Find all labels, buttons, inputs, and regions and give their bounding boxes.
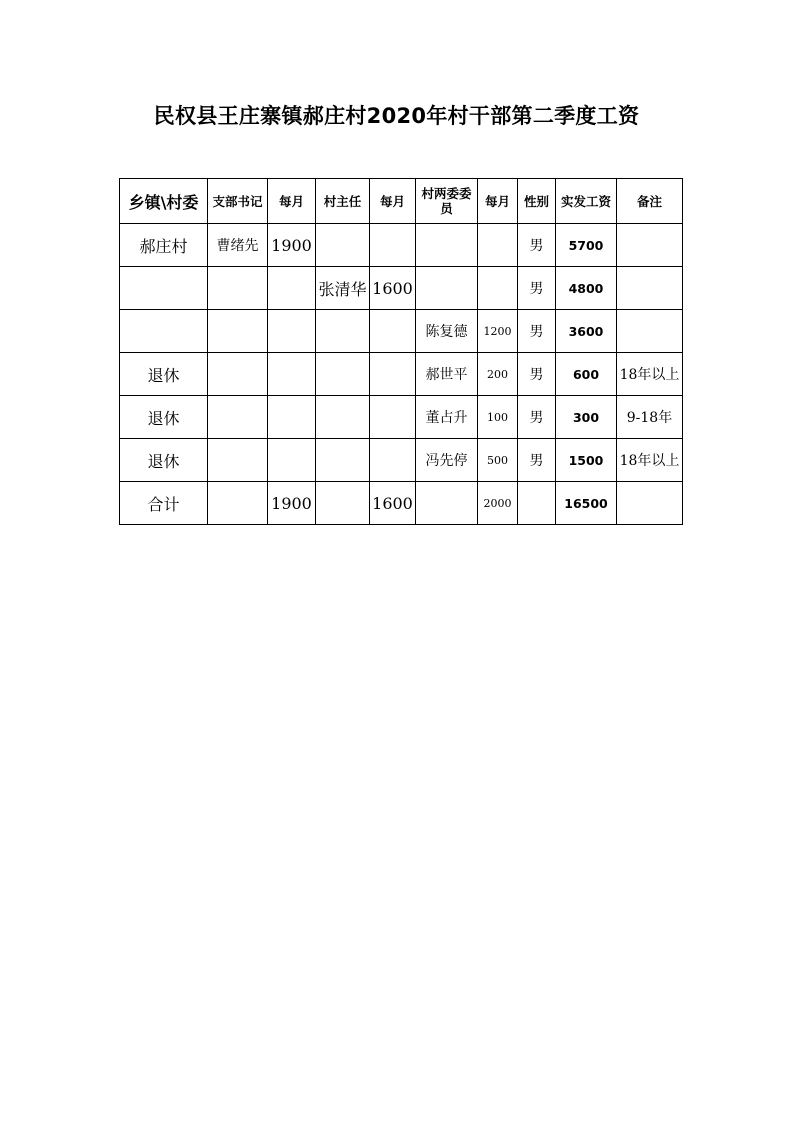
table-cell xyxy=(268,353,316,396)
table-row xyxy=(120,267,683,310)
table-cell xyxy=(316,439,370,482)
table-cell xyxy=(617,267,683,310)
table-cell: 董占升 xyxy=(416,396,478,439)
table-cell xyxy=(208,396,268,439)
table-cell xyxy=(518,482,556,525)
table-cell xyxy=(617,310,683,353)
table-cell: 1500 xyxy=(556,439,617,482)
table-cell xyxy=(268,267,316,310)
table-cell: 200 xyxy=(478,353,518,396)
table-cell xyxy=(208,439,268,482)
table-cell: 男 xyxy=(518,310,556,353)
table-cell: 曹绪先 xyxy=(208,224,268,267)
header-cell: 性别 xyxy=(518,179,556,224)
table-cell: 500 xyxy=(478,439,518,482)
header-cell: 每月 xyxy=(478,179,518,224)
table-cell: 1600 xyxy=(370,267,416,310)
table-cell xyxy=(478,224,518,267)
table-row xyxy=(120,310,683,353)
header-cell: 乡镇\村委 xyxy=(120,179,208,224)
table-cell xyxy=(416,267,478,310)
table-cell: 2000 xyxy=(478,482,518,525)
table-cell: 退休 xyxy=(120,353,208,396)
table-cell: 18年以上 xyxy=(617,439,683,482)
header-cell: 实发工资 xyxy=(556,179,617,224)
table-cell: 1900 xyxy=(268,224,316,267)
table-cell: 300 xyxy=(556,396,617,439)
table-cell xyxy=(208,310,268,353)
table-cell: 男 xyxy=(518,353,556,396)
table-cell: 陈复德 xyxy=(416,310,478,353)
header-cell: 备注 xyxy=(617,179,683,224)
table-cell: 5700 xyxy=(556,224,617,267)
table-cell xyxy=(316,353,370,396)
table-row xyxy=(120,396,683,439)
table-cell xyxy=(416,224,478,267)
table-cell xyxy=(208,482,268,525)
table-cell xyxy=(268,310,316,353)
table-cell xyxy=(316,396,370,439)
table-cell: 退休 xyxy=(120,439,208,482)
table-cell: 郝庄村 xyxy=(120,224,208,267)
table-cell xyxy=(120,310,208,353)
header-cell: 村两委委员 xyxy=(416,179,478,224)
table-cell: 冯先停 xyxy=(416,439,478,482)
table-cell: 1600 xyxy=(370,482,416,525)
total-row xyxy=(120,482,683,525)
page-title: 民权县王庄寨镇郝庄村2020年村干部第二季度工资 xyxy=(153,104,640,128)
table-cell: 男 xyxy=(518,267,556,310)
table-cell xyxy=(316,310,370,353)
table-cell xyxy=(617,224,683,267)
table-cell xyxy=(268,396,316,439)
table-cell xyxy=(370,396,416,439)
table-cell: 16500 xyxy=(556,482,617,525)
table-cell xyxy=(208,267,268,310)
table-cell xyxy=(370,439,416,482)
table-cell: 退休 xyxy=(120,396,208,439)
table-cell xyxy=(478,267,518,310)
table-cell: 100 xyxy=(478,396,518,439)
table-cell xyxy=(120,267,208,310)
table-cell xyxy=(316,482,370,525)
table-cell: 1900 xyxy=(268,482,316,525)
header-cell: 支部书记 xyxy=(208,179,268,224)
table-cell: 男 xyxy=(518,224,556,267)
header-cell: 村主任 xyxy=(316,179,370,224)
table-cell: 4800 xyxy=(556,267,617,310)
table-cell: 合计 xyxy=(120,482,208,525)
table-cell: 1200 xyxy=(478,310,518,353)
table-cell xyxy=(268,439,316,482)
header-cell: 每月 xyxy=(370,179,416,224)
table-cell xyxy=(370,224,416,267)
table-cell xyxy=(208,353,268,396)
table-cell: 郝世平 xyxy=(416,353,478,396)
table-row xyxy=(120,224,683,267)
salary-table xyxy=(119,178,683,525)
table-cell: 男 xyxy=(518,396,556,439)
table-cell: 男 xyxy=(518,439,556,482)
table-cell xyxy=(617,482,683,525)
header-cell: 每月 xyxy=(268,179,316,224)
table-cell: 3600 xyxy=(556,310,617,353)
table-row xyxy=(120,439,683,482)
table-cell: 600 xyxy=(556,353,617,396)
table-header-row xyxy=(120,179,683,224)
table-cell xyxy=(370,310,416,353)
table-cell xyxy=(370,353,416,396)
table-cell: 9-18年 xyxy=(617,396,683,439)
table-cell: 张清华 xyxy=(316,267,370,310)
table-cell xyxy=(416,482,478,525)
table-cell: 18年以上 xyxy=(617,353,683,396)
table-row xyxy=(120,353,683,396)
table-cell xyxy=(316,224,370,267)
